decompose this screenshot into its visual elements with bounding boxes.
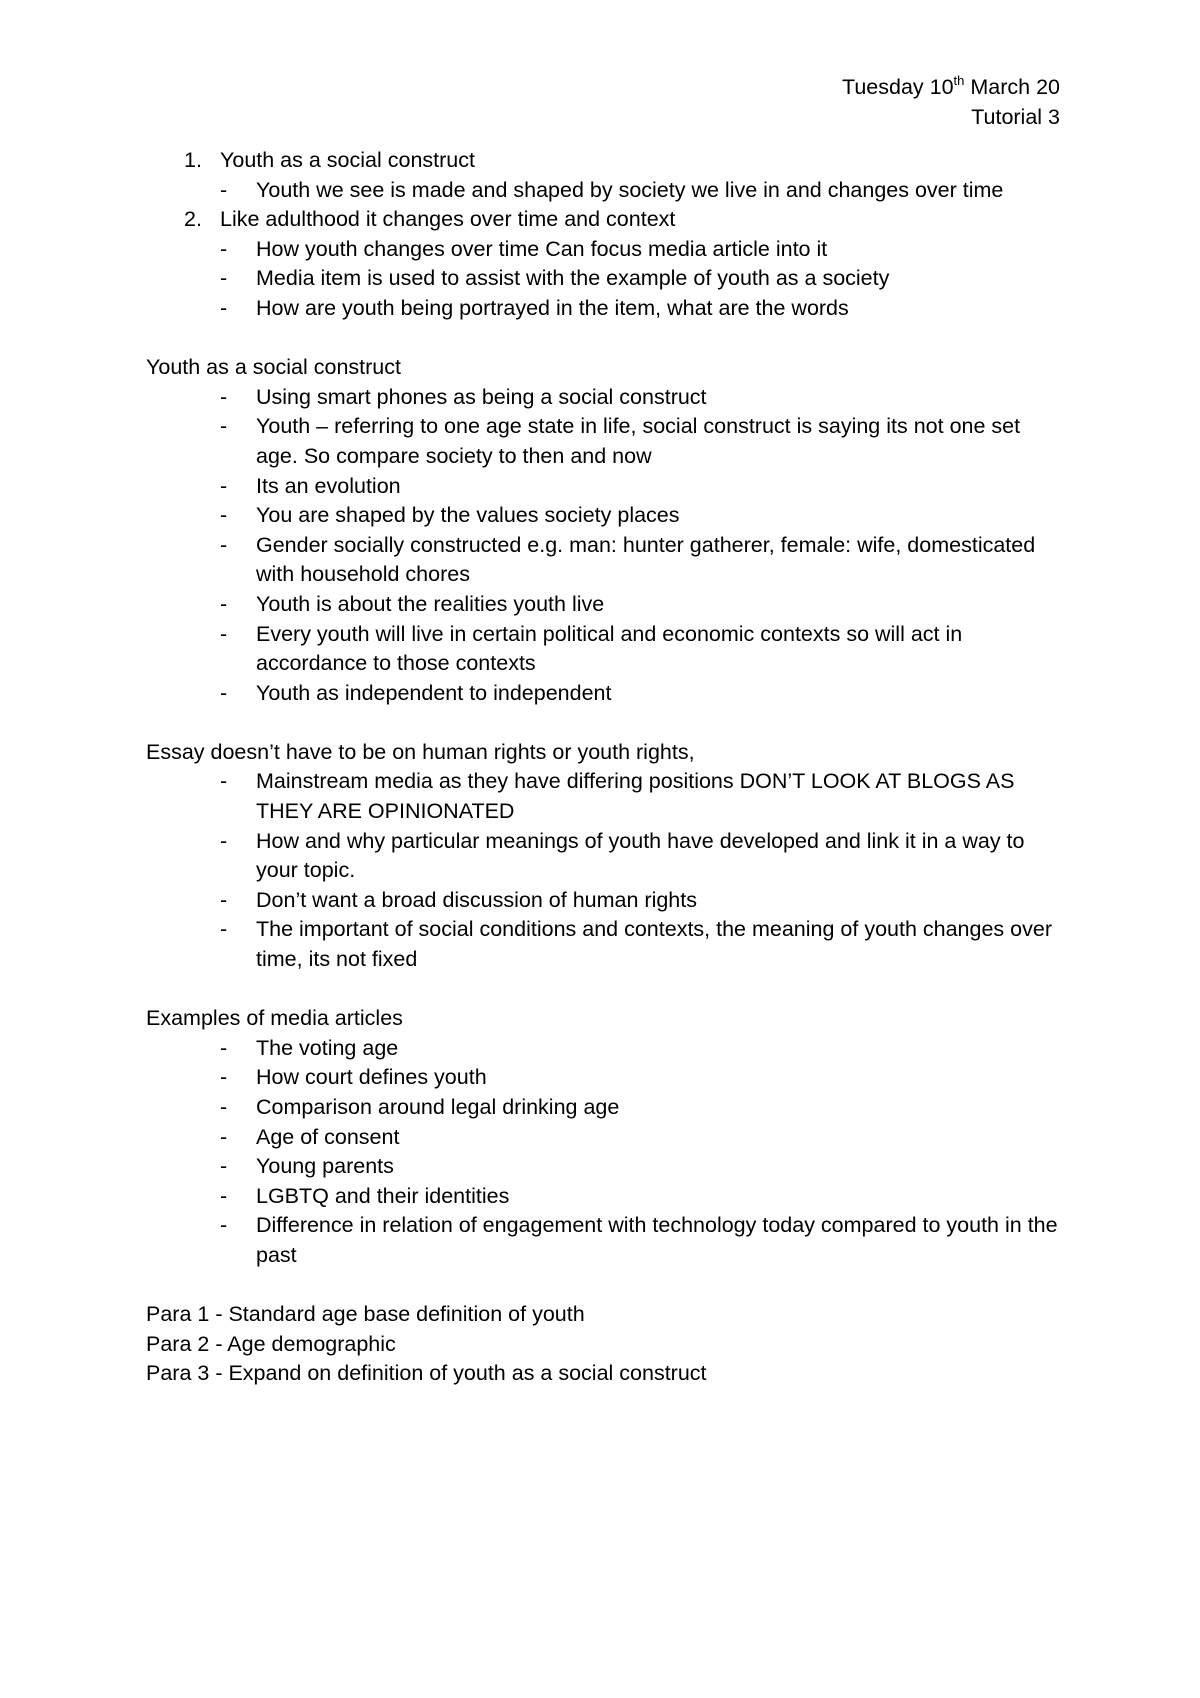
bullet-item — [146, 383, 1066, 413]
bullet-item — [146, 264, 1066, 294]
bullet-item — [146, 235, 1066, 265]
bullet-item — [146, 1182, 1066, 1212]
dash-marker: - — [220, 1035, 228, 1060]
bullet-text: Every youth will live in certain political and economic contexts so will act in accordance to those contexts — [256, 621, 963, 676]
bullet-item — [146, 620, 1066, 679]
bullet-text: You are shaped by the values society places — [256, 503, 680, 528]
bullet-text: Young parents — [256, 1154, 394, 1179]
bullet-item — [146, 1123, 1066, 1153]
bullet-text: Media item is used to assist with the example of youth as a society — [256, 266, 890, 291]
bullet-item — [146, 1211, 1066, 1270]
header-date — [842, 72, 1060, 102]
dash-marker: - — [220, 1183, 228, 1208]
bullet-text: How are youth being portrayed in the item, what are the words — [256, 295, 849, 320]
document-header — [842, 72, 1060, 132]
para-line: Para 3 - Expand on definition of youth as a social construct — [146, 1361, 707, 1386]
dash-marker: - — [220, 1124, 228, 1149]
numbered-item — [146, 146, 1066, 176]
numbered-list — [146, 146, 1066, 324]
bullet-text: Youth as independent to independent — [256, 680, 612, 705]
dash-marker: - — [220, 828, 228, 853]
section-bullets — [146, 1034, 1066, 1271]
bullet-item — [146, 886, 1066, 916]
bullet-text: Gender socially constructed e.g. man: hunter gatherer, female: wife, domesticated with household chores — [256, 532, 1036, 587]
bullet-text: Using smart phones as being a social construct — [256, 384, 707, 409]
header-tutorial: Tutorial 3 — [971, 105, 1060, 129]
bullet-item — [146, 827, 1066, 886]
bullet-item — [146, 412, 1066, 471]
bullet-text: Mainstream media as they have differing positions DON’T LOOK AT BLOGS AS THEY ARE OPINIONATED — [256, 769, 1015, 824]
item-text: Like adulthood it changes over time and context — [220, 207, 676, 232]
dash-marker: - — [220, 769, 228, 794]
dash-marker: - — [220, 384, 228, 409]
bullet-item — [146, 294, 1066, 324]
bullet-text: LGBTQ and their identities — [256, 1183, 510, 1208]
dash-marker: - — [220, 1154, 228, 1179]
dash-marker: - — [220, 266, 228, 291]
bullet-item — [146, 176, 1066, 206]
item-number: 1. — [184, 148, 202, 172]
dash-marker: - — [220, 1095, 228, 1119]
para-line: Para 2 - Age demographic — [146, 1331, 396, 1356]
section-bullets — [146, 767, 1066, 974]
bullet-item — [146, 472, 1066, 502]
bullet-text: The voting age — [256, 1035, 399, 1060]
dash-marker: - — [220, 414, 228, 439]
dash-marker: - — [220, 591, 228, 616]
dash-marker: - — [220, 887, 228, 912]
date-ordinal: th — [953, 72, 965, 88]
section-bullets — [146, 383, 1066, 709]
section-heading: Examples of media articles — [146, 1006, 403, 1031]
bullet-text: Youth is about the realities youth live — [256, 591, 605, 616]
bullet-text: Youth – referring to one age state in life, social construct is saying its not one set age. So compare society to then and now — [256, 414, 1021, 468]
document-body — [146, 146, 1066, 1389]
bullet-text: How court defines youth — [256, 1065, 487, 1090]
bullet-text: Comparison around legal drinking age — [256, 1095, 620, 1119]
bullet-item — [146, 915, 1066, 974]
date-prefix: Tuesday 10 — [841, 75, 954, 99]
bullet-item — [146, 590, 1066, 620]
paragraph-plan — [146, 1300, 1066, 1389]
section-heading: Youth as a social construct — [146, 355, 401, 380]
dash-marker: - — [220, 621, 228, 646]
date-suffix: March 20 — [964, 75, 1060, 99]
item-text: Youth as a social construct — [220, 148, 475, 172]
dash-marker: - — [220, 532, 228, 557]
bullet-item — [146, 1034, 1066, 1064]
bullet-item — [146, 1093, 1066, 1123]
bullet-text: Don’t want a broad discussion of human rights — [256, 887, 697, 912]
para-line: Para 1 - Standard age base definition of youth — [146, 1302, 585, 1327]
bullet-item — [146, 1152, 1066, 1182]
dash-marker: - — [220, 503, 228, 528]
bullet-text: How youth changes over time Can focus media article into it — [256, 236, 828, 261]
bullet-text: Its an evolution — [256, 473, 401, 498]
bullet-text: Difference in relation of engagement with technology today compared to youth in the past — [256, 1213, 1058, 1267]
dash-marker: - — [220, 295, 228, 320]
dash-marker: - — [220, 177, 228, 202]
dash-marker: - — [220, 236, 228, 261]
bullet-item — [146, 531, 1066, 590]
bullet-text: Youth we see is made and shaped by society we live in and changes over time — [256, 177, 1004, 202]
dash-marker: - — [220, 917, 228, 942]
dash-marker: - — [220, 680, 228, 705]
dash-marker: - — [220, 1213, 228, 1238]
bullet-item — [146, 767, 1066, 826]
dash-marker: - — [220, 473, 228, 498]
bullet-text: Age of consent — [256, 1124, 400, 1149]
numbered-item — [146, 205, 1066, 235]
section-heading: Essay doesn’t have to be on human rights or youth rights, — [146, 739, 695, 764]
item-number: 2. — [184, 207, 202, 232]
dash-marker: - — [220, 1065, 228, 1090]
bullet-text: How and why particular meanings of youth have developed and link it in a way to your topic. — [256, 828, 1025, 883]
bullet-item — [146, 679, 1066, 709]
bullet-text: The important of social conditions and contexts, the meaning of youth changes over time, its not fixed — [256, 917, 1052, 972]
bullet-item — [146, 1063, 1066, 1093]
bullet-item — [146, 501, 1066, 531]
